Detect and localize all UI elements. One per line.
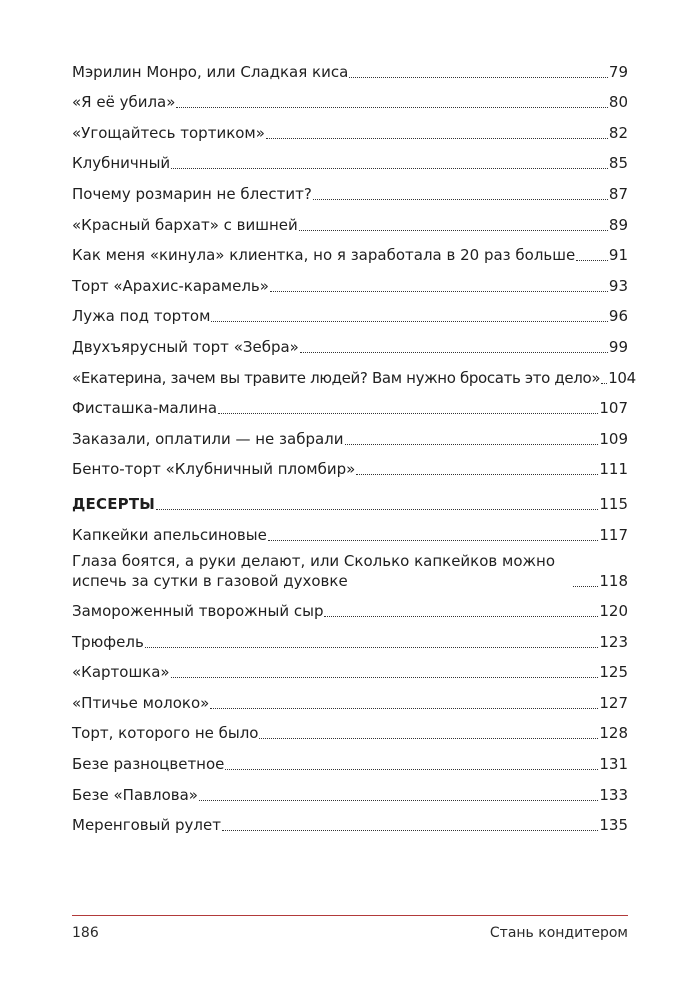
toc-leader-dots [268,540,599,541]
toc-leader-dots [171,677,599,678]
page-number: 186 [72,925,99,941]
toc-entry-page: 109 [599,429,628,448]
toc-entry [72,179,628,210]
toc-entry [72,210,628,241]
toc-leader-dots [345,444,599,445]
toc-leader-dots [300,352,608,353]
toc-entry [72,811,628,842]
toc-leader-dots [199,800,598,801]
toc-entry-page: 96 [608,307,628,326]
toc-leader-dots [171,168,608,169]
running-book-title: Стань кондитером [489,925,628,941]
toc-entry-title: Почему розмарин не блестит? [72,184,312,203]
toc-entry-page: 117 [599,525,628,544]
toc-leader-dots [222,830,598,831]
toc-entry [72,520,628,551]
toc-entry-page: 89 [608,215,628,234]
toc-entry-title: Трюфель [72,632,144,651]
toc-entry [72,455,628,486]
toc-leader-dots [176,107,607,108]
footer-divider [72,915,628,916]
table-of-contents [72,57,636,841]
toc-entry-title: Бенто-торт «Клубничный пломбир» [72,460,356,479]
toc-entry-page: 125 [599,663,628,682]
toc-entry [72,749,628,780]
toc-entry-page: 91 [608,246,628,265]
toc-entry-title: Торт, которого не было [72,724,259,743]
toc-entry-title: «Угощайтесь тортиком» [72,123,265,142]
toc-entry-title: «Картошка» [72,663,170,682]
toc-entry [72,627,628,658]
toc-entry-page: 127 [599,693,628,712]
toc-entry-title: Замороженный творожный сыр [72,602,324,621]
toc-entry-title: Фисташка-малина [72,399,218,418]
toc-entry-title: Как меня «кинула» клиентка, но я заработала в 20 раз больше [72,246,576,265]
toc-leader-dots [259,738,598,739]
toc-leader-dots [299,230,608,231]
toc-entry-page: 104 [608,368,636,387]
toc-entry-page: 123 [599,632,628,651]
toc-entry-page: 99 [608,337,628,356]
toc-entry [72,658,628,689]
toc-entry-title: Лужа под тортом [72,307,211,326]
toc-section-heading [72,489,628,520]
toc-entry-title: «Екатерина, зачем вы травите людей? Вам нужно бросать это дело» [72,368,601,387]
toc-leader-dots [270,291,608,292]
toc-entry [72,780,628,811]
toc-entry-title: Клубничный [72,154,171,173]
toc-entry [72,302,628,333]
toc-entry-page: 79 [608,62,628,81]
toc-leader-dots [324,616,598,617]
toc-leader-dots [349,77,608,78]
toc-entry-page: 118 [599,571,628,590]
toc-leader-dots [601,383,607,384]
toc-leader-dots [356,474,598,475]
toc-entry-title: Безе «Павлова» [72,785,198,804]
toc-entry [72,332,628,363]
toc-entry-title: Безе разноцветное [72,755,225,774]
toc-entry [72,597,628,628]
toc-entry-title: «Красный бархат» с вишней [72,215,298,234]
toc-entry-page: 120 [599,602,628,621]
page-footer [72,925,628,941]
toc-entry-page: 135 [599,816,628,835]
toc-section-title: ДЕСЕРТЫ [72,494,156,513]
toc-entry-page: 128 [599,724,628,743]
toc-entry [72,118,628,149]
toc-leader-dots [218,413,598,414]
toc-leader-dots [313,199,608,200]
toc-entry-page: 93 [608,276,628,295]
toc-entry-title: Мэрилин Монро, или Сладкая киса [72,62,349,81]
toc-entry-title: Капкейки апельсиновые [72,525,267,544]
toc-entry-page: 82 [608,123,628,142]
toc-entry-title: Глаза боятся, а руки делают, или Сколько капкейков можно испечь за сутки в газовой духовке [72,551,556,590]
toc-entry [72,363,636,394]
toc-entry-page: 80 [608,93,628,112]
toc-leader-dots [576,260,608,261]
toc-leader-dots [156,509,598,510]
toc-entry-title: Меренговый рулет [72,816,221,835]
toc-entry [72,149,628,180]
toc-entry-title: Двухъярусный торт «Зебра» [72,337,299,356]
toc-leader-dots [145,647,599,648]
toc-entry-page: 133 [599,785,628,804]
toc-entry-page: 111 [599,460,628,479]
toc-entry-page: 87 [608,184,628,203]
toc-entry-title: «Я её убила» [72,93,176,112]
toc-entry [72,551,628,597]
toc-leader-dots [266,138,608,139]
toc-entry [72,271,628,302]
toc-entry-page: 131 [599,755,628,774]
toc-entry-title: «Птичье молоко» [72,693,210,712]
toc-entry [72,241,628,272]
toc-leader-dots [573,586,598,587]
toc-entry [72,394,628,425]
toc-entry-page: 85 [608,154,628,173]
toc-leader-dots [211,321,607,322]
toc-entry [72,57,628,88]
toc-entry-page: 107 [599,399,628,418]
toc-entry [72,424,628,455]
toc-entry-title: Торт «Арахис-карамель» [72,276,269,295]
toc-entry-title: Заказали, оплатили — не забрали [72,429,344,448]
toc-leader-dots [225,769,598,770]
toc-entry [72,88,628,119]
toc-entry [72,688,628,719]
toc-section-page: 115 [599,494,628,513]
toc-leader-dots [210,708,598,709]
toc-entry [72,719,628,750]
